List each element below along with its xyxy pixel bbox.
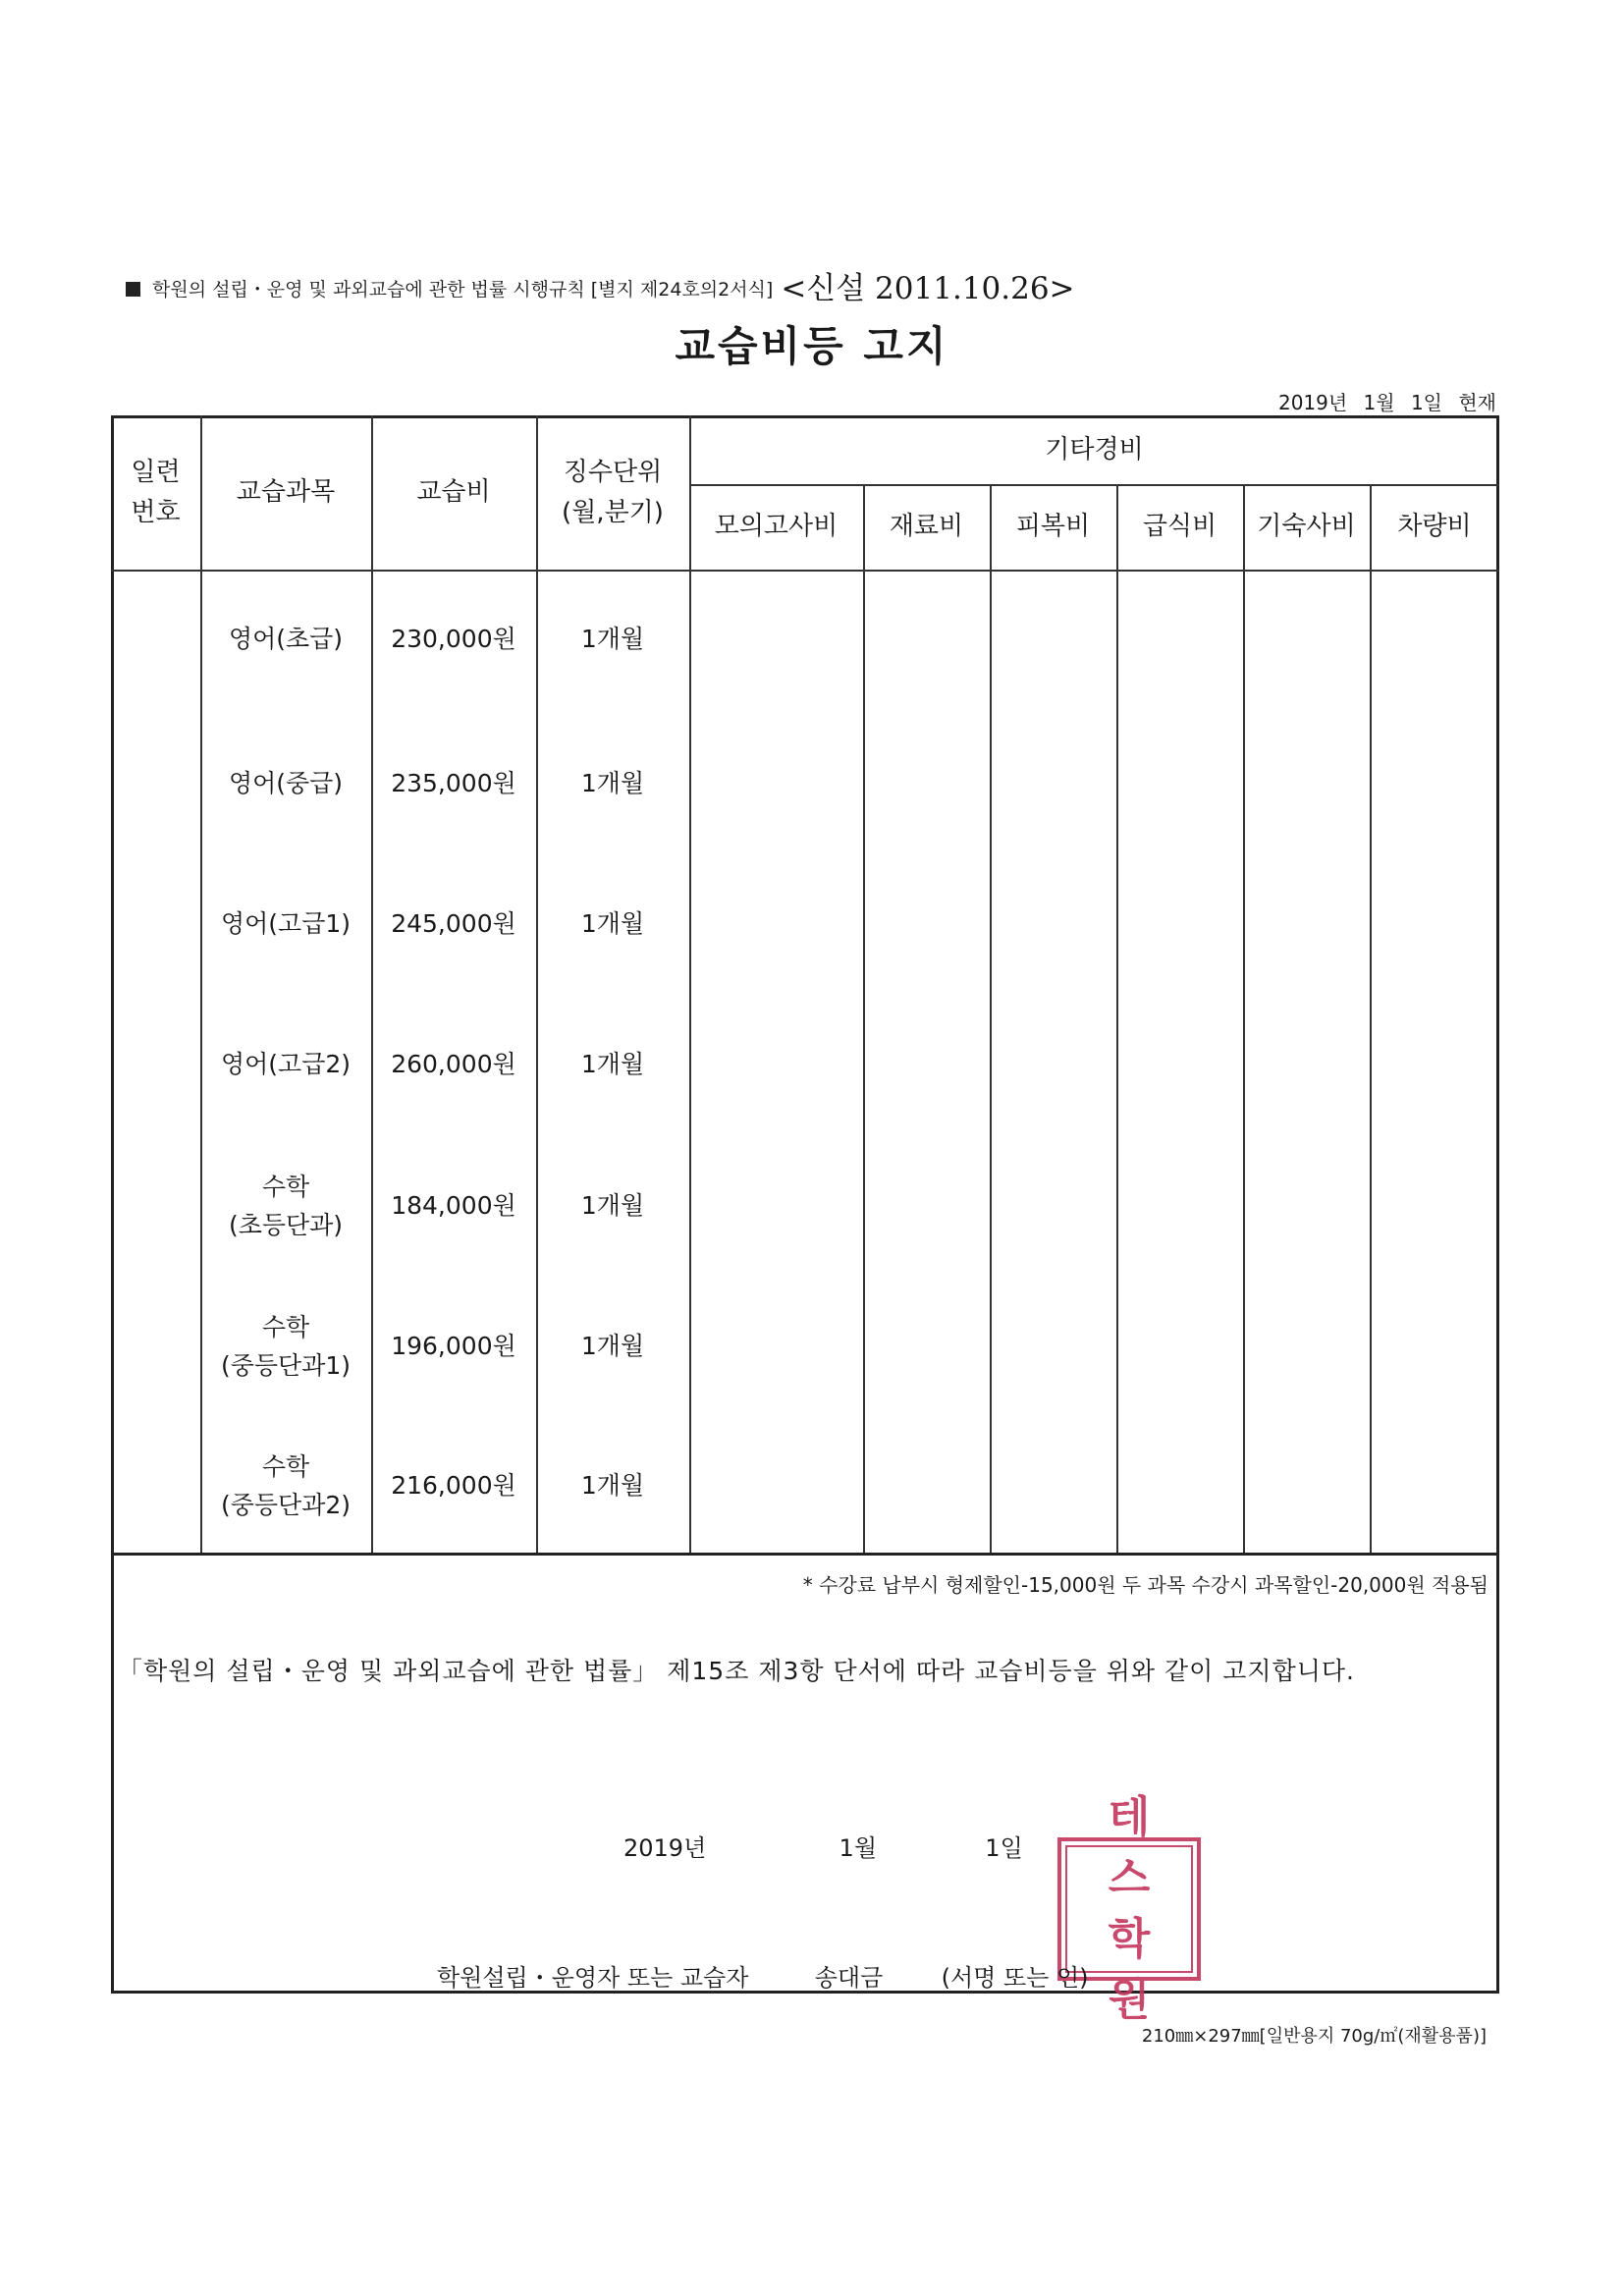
- row-serial: [111, 570, 200, 710]
- date-day: 1일: [985, 1834, 1023, 1862]
- table-rule: [863, 484, 865, 1553]
- row-unit: 1개월: [580, 909, 645, 939]
- row-fee: 184,000원: [391, 1191, 516, 1221]
- row-subject: 영어(중급): [228, 769, 344, 798]
- paper-spec-footer: 210㎜×297㎜[일반용지 70g/㎡(재활용품)]: [1141, 2026, 1487, 2047]
- row-fee: 260,000원: [391, 1050, 516, 1079]
- signer-line: [437, 1958, 1089, 1993]
- header-collection-unit: 징수단위 (월,분기): [562, 458, 664, 527]
- signer-sign: (서명 또는 인): [941, 1964, 1089, 1992]
- row-subject: 수학 (초등단과): [228, 1172, 344, 1239]
- regulation-header: [126, 263, 1075, 307]
- discount-notice: * 수강료 납부시 형제할인-15,000원 두 과목 수강시 과목할인-20,000원 적용됨: [802, 1573, 1489, 1597]
- seal-char: 스: [1108, 1853, 1151, 1903]
- date-year: 2019년: [623, 1834, 707, 1862]
- established-date: <신설 2011.10.26>: [781, 271, 1075, 306]
- row-serial: [111, 995, 200, 1135]
- regulation-text: 학원의 설립・운영 및 과외교습에 관한 법률 시행규칙 [별지 제24호의2서식]: [152, 279, 774, 301]
- as-of-date: 2019년 1월 1일 현재: [1277, 391, 1496, 414]
- row-subject: 수학 (중등단과2): [220, 1451, 351, 1519]
- seal-inner-border: [1065, 1792, 1193, 2025]
- row-unit: 1개월: [580, 625, 645, 654]
- table-rule: [1243, 484, 1245, 1553]
- table-rule: [1116, 484, 1118, 1553]
- header-serial: 일련 번호: [131, 458, 181, 527]
- table-rule: [689, 415, 691, 1553]
- signer-name: 송대금: [814, 1964, 884, 1992]
- page-title: 교습비등 고지: [675, 322, 949, 370]
- header-other-1: 모의고사비: [714, 512, 839, 542]
- row-subject: 수학 (중등단과1): [220, 1312, 351, 1380]
- row-fee: 235,000원: [391, 769, 516, 798]
- header-other-6: 차량비: [1397, 512, 1472, 542]
- header-other-2: 재료비: [889, 512, 964, 542]
- square-bullet-icon: [126, 282, 140, 297]
- row-fee: 245,000원: [391, 909, 516, 939]
- row-unit: 1개월: [580, 1050, 645, 1079]
- notice-date: [623, 1829, 1023, 1863]
- header-other-expenses: 기타경비: [1045, 434, 1144, 465]
- row-fee: 216,000원: [391, 1471, 516, 1501]
- header-other-5: 기숙사비: [1257, 512, 1356, 542]
- header-subject: 교습과목: [236, 477, 336, 508]
- row-fee: 196,000원: [391, 1332, 516, 1361]
- signer-role: 학원설립・운영자 또는 교습자: [437, 1964, 749, 1992]
- row-unit: 1개월: [580, 1191, 645, 1221]
- row-serial: [111, 854, 200, 995]
- row-serial: [111, 1136, 200, 1277]
- header-other-3: 피복비: [1015, 512, 1091, 542]
- table-rule: [1370, 484, 1372, 1553]
- row-unit: 1개월: [580, 769, 645, 798]
- row-unit: 1개월: [580, 1332, 645, 1361]
- row-subject: 영어(초급): [228, 625, 344, 654]
- row-subject: 영어(고급1): [220, 909, 351, 939]
- row-serial: [111, 1277, 200, 1417]
- header-other-4: 급식비: [1142, 512, 1218, 542]
- date-month: 1월: [839, 1834, 878, 1862]
- row-unit: 1개월: [580, 1471, 645, 1501]
- row-serial: [111, 714, 200, 854]
- row-subject: 영어(고급2): [220, 1050, 351, 1079]
- table-rule: [990, 484, 992, 1553]
- seal-char: 테: [1108, 1792, 1151, 1842]
- header-fee: 교습비: [416, 477, 491, 508]
- legal-statement: 「학원의 설립・운영 및 과외교습에 관한 법률」 제15조 제3항 단서에 따라 교습비등을 위와 같이 고지합니다.: [118, 1657, 1355, 1685]
- row-fee: 230,000원: [391, 625, 516, 654]
- seal-char: 학: [1108, 1914, 1151, 1964]
- row-serial: [111, 1416, 200, 1557]
- seal-char: 원: [1108, 1975, 1151, 2025]
